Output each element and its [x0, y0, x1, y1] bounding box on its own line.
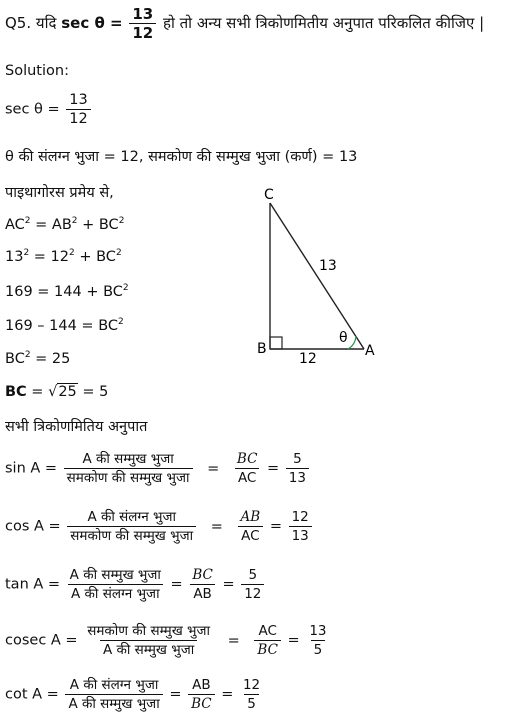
superscript: 2 — [23, 248, 30, 258]
equals-sign: = — [267, 460, 280, 477]
ratio-sin — [5, 451, 311, 486]
fraction-numerator: 5 — [293, 451, 302, 467]
question-sec-label: sec θ = — [61, 14, 123, 32]
ratio-value-fraction — [289, 509, 312, 544]
equals-sign: = — [227, 632, 240, 649]
fraction-denominator: 12 — [129, 23, 156, 41]
equals-sign: = — [287, 632, 300, 649]
fraction-denominator: समकोण की सम्मुख भुजा — [64, 468, 193, 486]
fraction-numerator: A की संलग्न भुजा — [87, 509, 176, 525]
angle-arc — [348, 336, 356, 349]
step-text: + BC — [74, 249, 116, 265]
fraction-denominator: AC — [238, 526, 262, 544]
step-text: = — [26, 384, 49, 400]
fraction-denominator: 12 — [66, 109, 90, 127]
sides-line: θ की संलग्न भुजा = 12, समकोण की सम्मुख भुजा (कर्ण) = 13 — [5, 149, 358, 165]
fraction-denominator: 13 — [289, 526, 312, 544]
question-number: Q5. — [5, 14, 32, 32]
fraction-denominator: समकोण की सम्मुख भुजा — [67, 526, 196, 544]
superscript: 2 — [115, 248, 122, 258]
ratio-side-fraction — [238, 509, 264, 544]
fraction-numerator: AC — [258, 623, 277, 639]
question-sec-fraction — [129, 6, 156, 41]
fraction-numerator: AB — [192, 677, 211, 693]
ratio-label: cosec A = — [5, 632, 78, 649]
question-prefix: यदि — [35, 14, 57, 32]
ratio-side-fraction — [188, 677, 215, 712]
fraction-numerator: 12 — [242, 677, 261, 693]
fraction-numerator: A की सम्मुख भुजा — [69, 567, 161, 583]
superscript: 2 — [118, 317, 124, 327]
hypotenuse-label: 13 — [319, 258, 337, 274]
step-6 — [5, 383, 108, 401]
fraction-denominator: 5 — [244, 694, 259, 712]
given-sec — [5, 92, 93, 127]
ratio-word-fraction — [65, 677, 162, 712]
ratio-side-fraction — [234, 451, 261, 486]
superscript: 2 — [122, 283, 129, 293]
ratio-word-fraction — [64, 451, 193, 486]
fraction-numerator: BC — [192, 567, 213, 583]
fraction-numerator: 5 — [248, 567, 258, 583]
fraction-numerator: 12 — [291, 509, 309, 525]
step-4 — [5, 317, 124, 335]
fraction-denominator: 12 — [241, 584, 264, 602]
fraction-numerator: A की सम्मुख भुजा — [82, 451, 174, 467]
step-text: 169 = 144 + BC — [5, 284, 123, 300]
step-text: BC — [5, 384, 27, 400]
given-sec-label: sec θ = — [5, 101, 60, 118]
ratio-cosec — [5, 623, 332, 658]
given-sec-fraction — [66, 92, 90, 127]
question-text: हो तो अन्य सभी त्रिकोणमितीय अनुपात परिकलित कीजिए | — [163, 14, 485, 32]
pythagoras-heading: पाइथागोरस प्रमेय से, — [5, 185, 114, 201]
vertex-b-label: B — [257, 341, 267, 357]
equals-sign: = — [269, 518, 282, 535]
fraction-denominator: A की सम्मुख भुजा — [65, 694, 162, 712]
fraction-denominator: 5 — [311, 640, 326, 658]
ratio-value-fraction — [306, 623, 329, 658]
equals-sign: = — [222, 576, 235, 593]
ratio-value-fraction — [241, 567, 264, 602]
ratio-side-fraction — [254, 623, 281, 658]
equals-sign: = — [170, 576, 183, 593]
step-text: 169 – 144 = BC — [5, 318, 119, 334]
question-line — [5, 6, 484, 41]
step-1 — [5, 216, 124, 234]
fraction-numerator: 13 — [132, 5, 154, 23]
equals-sign: = — [169, 686, 182, 703]
right-angle-mark — [270, 337, 282, 349]
superscript: 2 — [24, 216, 31, 226]
triangle-diagram — [250, 185, 390, 365]
ratio-value-fraction — [286, 451, 309, 486]
ratio-label: sin A = — [5, 460, 58, 477]
ratio-label: tan A = — [5, 576, 61, 593]
step-text: + BC — [77, 217, 119, 233]
fraction-denominator: 13 — [286, 468, 309, 486]
fraction-denominator: AB — [190, 584, 215, 602]
fraction-denominator: BC — [188, 694, 215, 712]
step-2 — [5, 248, 122, 266]
fraction-numerator: BC — [236, 451, 258, 467]
ratio-word-fraction — [67, 509, 196, 544]
superscript: 2 — [24, 350, 31, 360]
ratio-cot — [5, 677, 265, 712]
ratio-word-fraction — [67, 567, 164, 602]
step-text: AC — [5, 217, 25, 233]
fraction-numerator: AB — [240, 509, 261, 525]
equals-sign: = — [207, 460, 220, 477]
vertex-a-label: A — [365, 343, 375, 359]
ratio-cos — [5, 509, 314, 544]
fraction-numerator: समकोण की सम्मुख भुजा — [87, 623, 211, 639]
step-text: = 25 — [30, 351, 71, 367]
base-label: 12 — [299, 351, 317, 365]
ratio-side-fraction — [189, 567, 216, 602]
ratio-label: cos A = — [5, 518, 61, 535]
solution-label: Solution: — [5, 63, 69, 79]
vertex-c-label: C — [264, 187, 274, 203]
fraction-numerator: 13 — [69, 92, 88, 108]
all-ratios-heading: सभी त्रिकोणमितिय अनुपात — [5, 419, 148, 435]
sqrt-radicand: 25 — [58, 384, 77, 400]
equals-sign: = — [210, 518, 223, 535]
fraction-denominator: A की सम्मुख भुजा — [100, 640, 197, 658]
fraction-denominator: BC — [254, 640, 281, 658]
step-text: = 12 — [29, 249, 70, 265]
sqrt-icon: √ — [48, 384, 58, 400]
fraction-numerator: A की संलग्न भुजा — [69, 677, 159, 693]
fraction-numerator: 13 — [309, 623, 327, 639]
side-ca — [270, 203, 364, 349]
superscript: 2 — [69, 248, 75, 258]
ratio-word-fraction — [84, 623, 213, 658]
step-text: BC — [5, 351, 25, 367]
step-text: = 5 — [77, 384, 109, 400]
fraction-denominator: AC — [235, 468, 259, 486]
step-text: = AB — [30, 217, 72, 233]
fraction-denominator: A की संलग्न भुजा — [68, 584, 163, 602]
step-text: 13 — [5, 249, 24, 265]
superscript: 2 — [118, 216, 125, 226]
superscript: 2 — [71, 216, 78, 226]
ratio-tan — [5, 567, 266, 602]
angle-theta-label: θ — [339, 330, 348, 346]
step-3 — [5, 283, 129, 301]
step-5 — [5, 350, 70, 368]
ratio-label: cot A = — [5, 686, 59, 703]
ratio-value-fraction — [240, 677, 263, 712]
equals-sign: = — [221, 686, 234, 703]
